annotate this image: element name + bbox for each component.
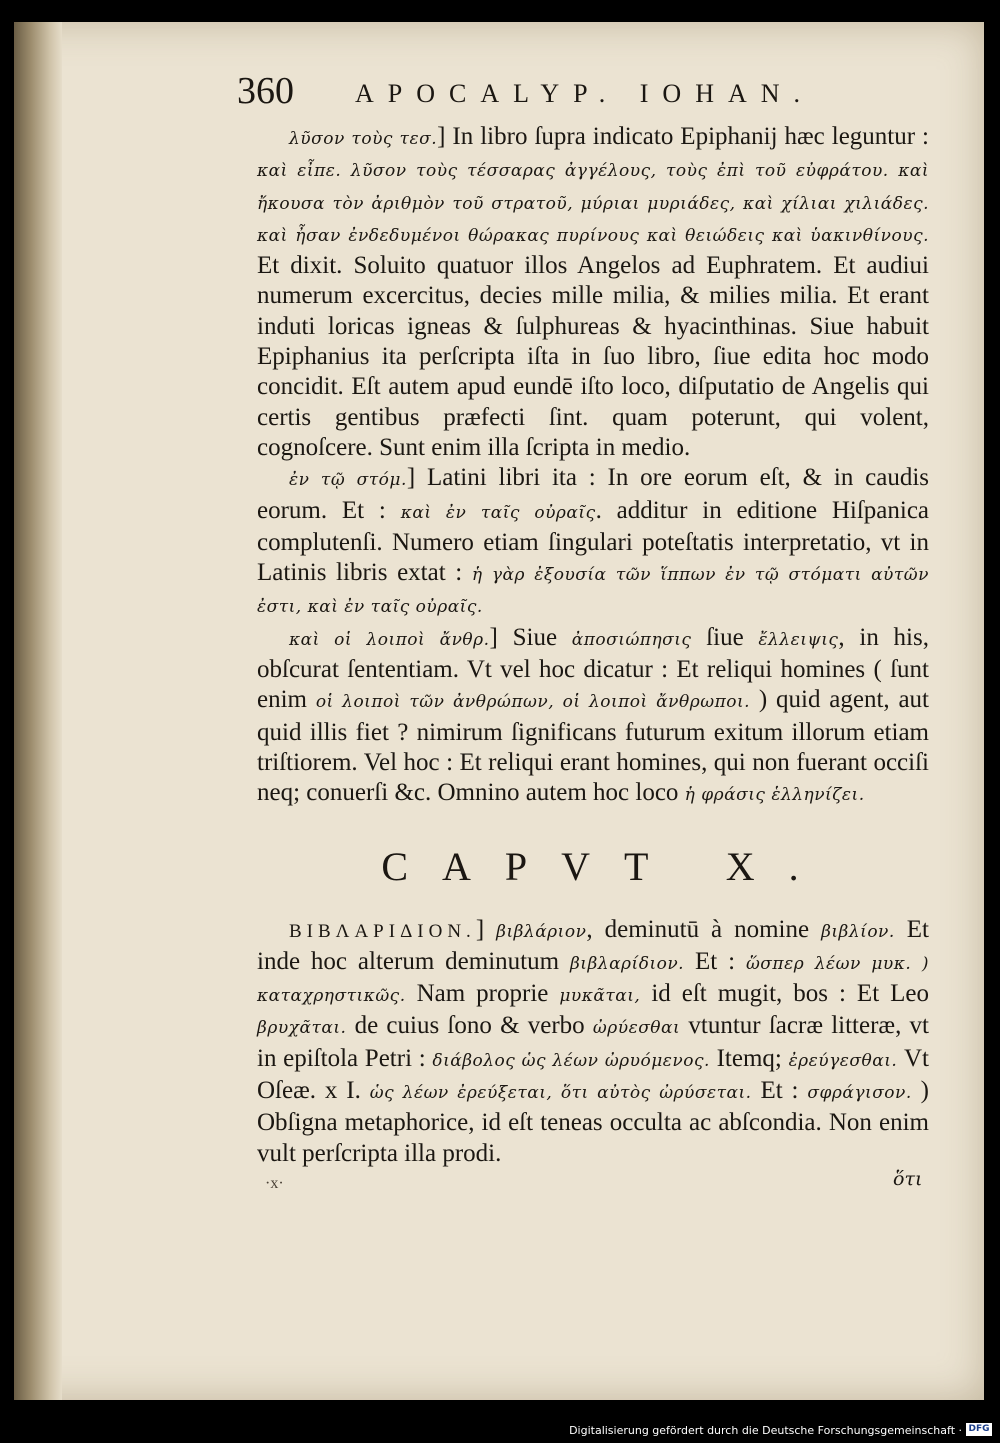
greek-text: ἡ γὰρ ἐξουσία τῶν ἵππων ἐν τῷ στόματι αὐτῶν ἐστι, καὶ ἐν ταῖς οὐραῖς. [257,565,929,618]
latin-text: Itemq; [709,1044,789,1072]
latin-text: , deminutū à nomine [586,915,822,943]
latin-text: ſiue [691,623,759,651]
lemma: ἐν τῷ στόμ. [289,470,407,491]
greek-text: ὠρύεσθαι [592,1018,681,1039]
greek-text: οἱ λοιποὶ τῶν ἀνθρώπων, οἱ λοιποὶ ἄνθρωποι. [315,692,751,713]
lemma: ΒΙΒΛΑΡΙΔΙΟΝ. [289,920,476,942]
latin-text: Et inde hoc alterum deminutum [257,915,929,975]
latin-text: ] Latini libri ita : In ore eorum eſt, & in caudis eorum. Et : [257,464,929,524]
greek-text: ἔλλειψις [758,629,839,650]
paragraph-2 [257,463,929,622]
greek-text: ἀποσιώπησις [571,629,692,650]
funding-notice: Digitalisierung gefördert durch die Deutsche Forschungsgemeinschaft · [569,1424,962,1437]
greek-text: βρυχᾶται. [257,1018,347,1039]
signature-mark: ·x· [265,1175,284,1192]
greek-text: ὥσπερ λέων μυκ. ) καταχρηστικῶς. [257,953,930,1007]
latin-text: ] Siue [489,623,572,651]
latin-text: Nam proprie [405,980,560,1008]
greek-text: καὶ ἐν ταῖς οὐραῖς [400,502,596,523]
latin-text: . additur in editione Hiſpanica complutenſi. Numero etiam ſingulari poteſtatis interpretatio, vt in Latinis libris extat : [257,496,930,587]
latin-text: Vt Oſeæ. x I. [257,1044,929,1105]
greek-text: καὶ εἶπε. λῦσον τοὺς τέσσαρας ἀγγέλους, τοὺς ἐπὶ τοῦ εὐφράτου. καὶ ἤκουσα τὸν ἀριθμὸν τοῦ στρατοῦ, μύριαι μυριάδες, καὶ χίλιαι χιλιάδες. καὶ ἦσαν ἐνδεδυμένοι θώρακας πυρίνους καὶ θειώδεις καὶ ὑακινθίνους. [257,161,929,246]
lemma: λῦσον τοὺς τεσ. [289,129,438,149]
latin-text: de cuius ſono & verbo [346,1012,593,1040]
greek-text: σφράγισον. [807,1083,912,1104]
page-number: 360 [237,70,294,112]
greek-text: μυκᾶται, [559,986,641,1007]
latin-text: Et : [751,1077,808,1105]
latin-text: vtuntur ſacræ litteræ, vt in epiſtola Petri : [257,1012,929,1072]
latin-text: ] [475,915,497,943]
greek-text: ὡς λέων ἐρεύξεται, ὅτι αὐτὸς ὠρύσεται. [369,1083,752,1104]
page-header [237,68,937,118]
latin-text: Et : [684,947,746,975]
chapter-heading: CAPVT X. [381,843,833,889]
greek-text: βιβλάριον [496,921,587,942]
latin-text: Et dixit. Soluito quatuor illos Angelos ad Euphratem. Et audiui numerum excercitus, decies mille milia, & milies milia. Et erant induti loricas igneas & ſulphureas & hyacinthinas. Siue habuit Epiphanius ita perſcripta iſta in ſuo libro, ſiue edita hoc modo concidit. Eſt autem apud eundē iſto loco, diſputatio de Angelis qui certis gentibus præfecti ſint. quam poterunt, qui volent, cognoſcere. Sunt enim illa ſcripta in medio. [257,252,929,461]
paragraph-1 [257,122,929,463]
lemma: καὶ οἱ λοιποὶ ἄνθρ. [289,629,490,650]
latin-text: ) Obſigna metaphorice, id eſt teneas occulta ac abſcondia. Non enim vult perſcripta illa prodi. [257,1077,929,1167]
footer-bar [0,1415,1000,1443]
greek-text: βιβλίον. [821,921,895,942]
chapter-paragraph [257,915,929,1169]
page-body [257,122,929,1169]
greek-text: διάβολος ὡς λέων ὠρυόμενος. [432,1050,710,1071]
running-title: APOCALYP. IOHAN. [355,79,815,108]
greek-text: ἐρεύγεσθαι. [788,1050,898,1071]
latin-text: , in his, obſcurat ſententiam. Vt vel hoc dicatur : Et reliqui homines ( ſunt enim [257,623,929,714]
greek-text: βιβλαρίδιον. [569,953,685,974]
catchword: ὅτι [893,1168,923,1190]
latin-text: ) quid agent, aut quid illis fiet ? nimirum ſignificans futurum exitum illorum etiam triſtiorem. Vel hoc : Et reliqui erant homines, qui non fuerant occiſi neq; conuerſi &c. Omnino autem hoc loco [257,686,930,807]
greek-text: ἡ φράσις ἑλληνίζει. [684,785,865,806]
latin-text: ] In libro ſupra indicato Epiphanij hæc leguntur : [437,123,930,150]
paragraph-3 [257,623,929,811]
book-gutter [14,22,62,1400]
latin-text: id eſt mugit, bos : Et Leo [640,980,929,1008]
dfg-logo-icon: DFG [966,1423,992,1436]
